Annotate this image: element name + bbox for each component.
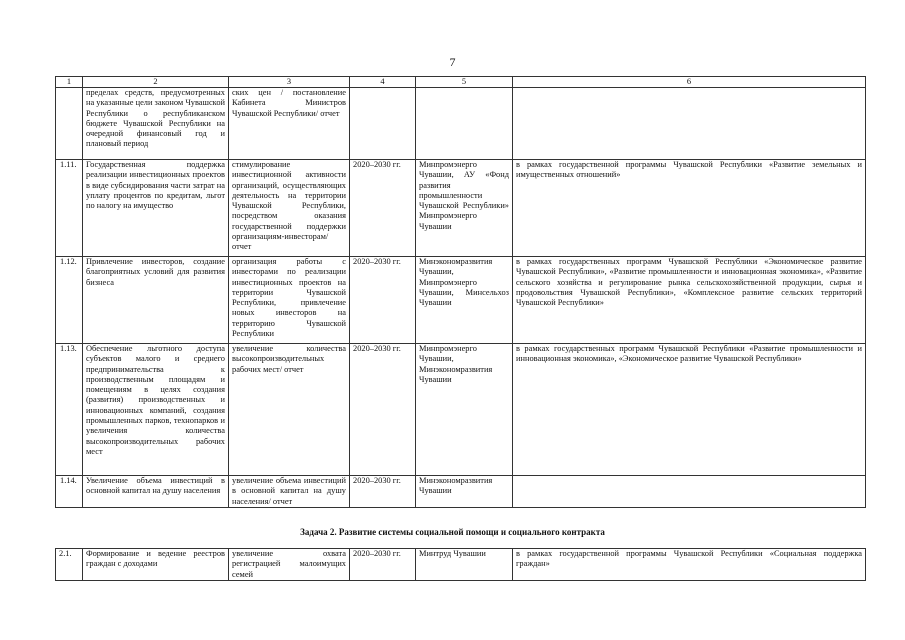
event-cell: Увеличение объема инвестиций в основной капитал на душу населения (83, 476, 229, 508)
term-cell: 2020–2030 гг. (350, 344, 416, 476)
result-cell: организация работы с инвесторами по реализации инвестиционных проектов на территории Чувашской Республики, привлечение новых инвесторов на территорию Чувашской Республики (229, 257, 350, 344)
note-cell: в рамках государственных программ Чувашской Республики «Экономическое развитие Чувашской Республики», «Развитие промышленности и инновационная экономика», «Развитие сельского хозяйства и регулирование рынка сельскохозяйственной продукции, сырья и продовольствия Чувашской Республики», «Комплексное развитие сельских территорий Чувашской Республики» (513, 257, 866, 344)
table-row (56, 88, 866, 160)
executor-cell: Минпромэнерго Чувашии, АУ «Фонд развития промышленности Чувашской Республики» Минпромэнерго Чувашии (416, 160, 513, 257)
row-number (56, 88, 83, 160)
event-cell: Обеспечение льготного доступа субъектов малого и среднего предпринимательства к производственным площадям и помещениям в целях создания (развития) производственных и инновационных компаний, создания промышленных парков, технопарков и увеличения количества высокопроизводительных рабочих мест (83, 344, 229, 476)
executor-cell (416, 88, 513, 160)
note-cell (513, 476, 866, 508)
column-number: 1 (56, 77, 83, 88)
column-number-row (56, 77, 866, 88)
result-cell: увеличение охвата регистрацией малоимущих семей (229, 549, 350, 581)
column-number: 4 (350, 77, 416, 88)
result-cell: ских цен / постановление Кабинета Министров Чувашской Республики/ отчет (229, 88, 350, 160)
note-cell (513, 88, 866, 160)
row-number: 1.14. (56, 476, 83, 508)
term-cell: 2020–2030 гг. (350, 476, 416, 508)
column-number: 6 (513, 77, 866, 88)
task-table (55, 548, 866, 581)
table-row (56, 257, 866, 344)
row-number: 1.13. (56, 344, 83, 476)
table-row (56, 549, 866, 581)
measures-table (55, 76, 866, 508)
column-number: 5 (416, 77, 513, 88)
event-cell: Государственная поддержка реализации инвестиционных проектов в виде субсидирования части затрат на уплату процентов по кредитам, льгот по налогу на имущество (83, 160, 229, 257)
table-row (56, 160, 866, 257)
row-number: 1.11. (56, 160, 83, 257)
page-number: 7 (449, 55, 456, 69)
result-cell: увеличение объема инвестиций в основной капитал на душу населения/ отчет (229, 476, 350, 508)
result-cell: увеличение количества высокопроизводительных рабочих мест/ отчет (229, 344, 350, 476)
task-heading: Задача 2. Развитие системы социальной помощи и социального контракта (300, 527, 605, 537)
executor-cell: Минэкономразвития Чувашии, Минпромэнерго Чувашии, Минсельхоз Чувашии (416, 257, 513, 344)
term-cell: 2020–2030 гг. (350, 257, 416, 344)
note-cell: в рамках государственной программы Чувашской Республики «Социальная поддержка граждан» (513, 549, 866, 581)
table-row (56, 344, 866, 476)
row-number: 2.1. (56, 549, 83, 581)
column-number: 3 (229, 77, 350, 88)
executor-cell: Минтруд Чувашии (416, 549, 513, 581)
term-cell: 2020–2030 гг. (350, 160, 416, 257)
executor-cell: Минпромэнерго Чувашии, Минэкономразвития Чувашии (416, 344, 513, 476)
table-row (56, 476, 866, 508)
note-cell: в рамках государственных программ Чувашской Республики «Развитие промышленности и инновационная экономика», «Экономическое развитие Чувашской Республики» (513, 344, 866, 476)
executor-cell: Минэкономразвития Чувашии (416, 476, 513, 508)
result-cell: стимулирование инвестиционной активности организаций, осуществляющих деятельность на территории Чувашской Республики, посредством оказания государственной поддержки организациям-инвесторам/ отчет (229, 160, 350, 257)
event-cell: Формирование и ведение реестров граждан с доходами (83, 549, 229, 581)
term-cell (350, 88, 416, 160)
term-cell: 2020–2030 гг. (350, 549, 416, 581)
event-cell: пределах средств, предусмотренных на указанные цели законом Чувашской Республики о республиканском бюджете Чувашской Республики на очередной финансовый год и плановый период (83, 88, 229, 160)
event-cell: Привлечение инвесторов, создание благоприятных условий для развития бизнеса (83, 257, 229, 344)
column-number: 2 (83, 77, 229, 88)
note-cell: в рамках государственной программы Чувашской Республики «Развитие земельных и имущественных отношений» (513, 160, 866, 257)
row-number: 1.12. (56, 257, 83, 344)
